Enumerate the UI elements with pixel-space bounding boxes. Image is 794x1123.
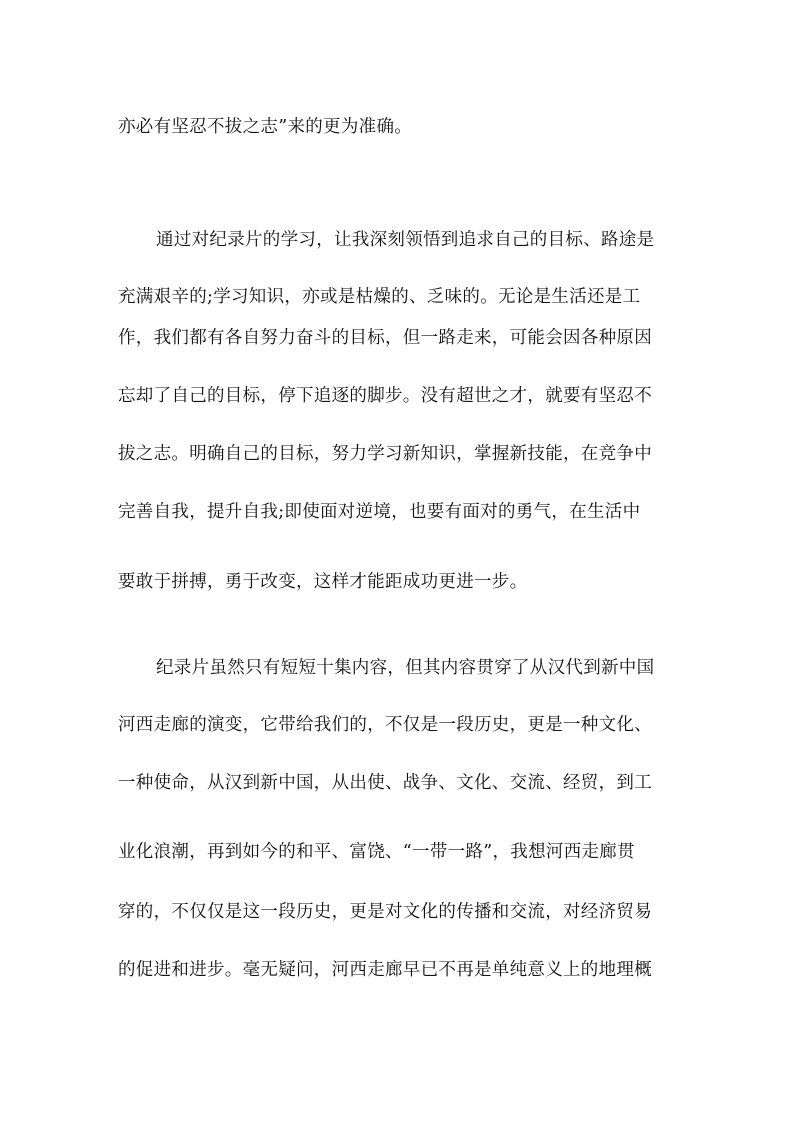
text-line-7: 完善自我，提升自我;即使面对逆境，也要有面对的勇气，在生活中 xyxy=(118,502,641,522)
text-line-14: 的促进和进步。毫无疑问，河西走廊早已不再是单纯意义上的地理概 xyxy=(118,960,652,980)
text-line-4: 作，我们都有各自努力奋斗的目标，但一路走来，可能会因各种原因 xyxy=(118,328,652,348)
text-line-9: 纪录片虽然只有短短十集内容，但其内容贯穿了从汉代到新中国 xyxy=(156,658,655,678)
text-line-8: 要敢于拼搏，勇于改变，这样才能距成功更进一步。 xyxy=(118,572,528,592)
text-line-10: 河西走廊的演变，它带给我们的，不仅是一段历史，更是一种文化、 xyxy=(118,715,652,735)
text-line-1: 亦必有坚忍不拔之志”来的更为准确。 xyxy=(118,117,413,137)
text-line-5: 忘却了自己的目标，停下追逐的脚步。没有超世之才，就要有坚忍不 xyxy=(118,386,652,406)
text-line-13: 穿的，不仅仅是这一段历史，更是对文化的传播和交流，对经济贸易 xyxy=(118,902,652,922)
text-line-12: 业化浪潮，再到如今的和平、富饶、“一带一路”，我想河西走廊贯 xyxy=(118,842,635,862)
text-line-6: 拔之志。明确自己的目标，努力学习新知识，掌握新技能，在竞争中 xyxy=(118,444,652,464)
text-line-11: 一种使命，从汉到新中国，从出使、战争、文化、交流、经贸，到工 xyxy=(118,773,652,793)
text-line-2: 通过对纪录片的学习，让我深刻领悟到追求自己的目标、路途是 xyxy=(156,230,655,250)
text-line-3: 充满艰辛的;学习知识，亦或是枯燥的、乏味的。无论是生活还是工 xyxy=(118,287,641,307)
